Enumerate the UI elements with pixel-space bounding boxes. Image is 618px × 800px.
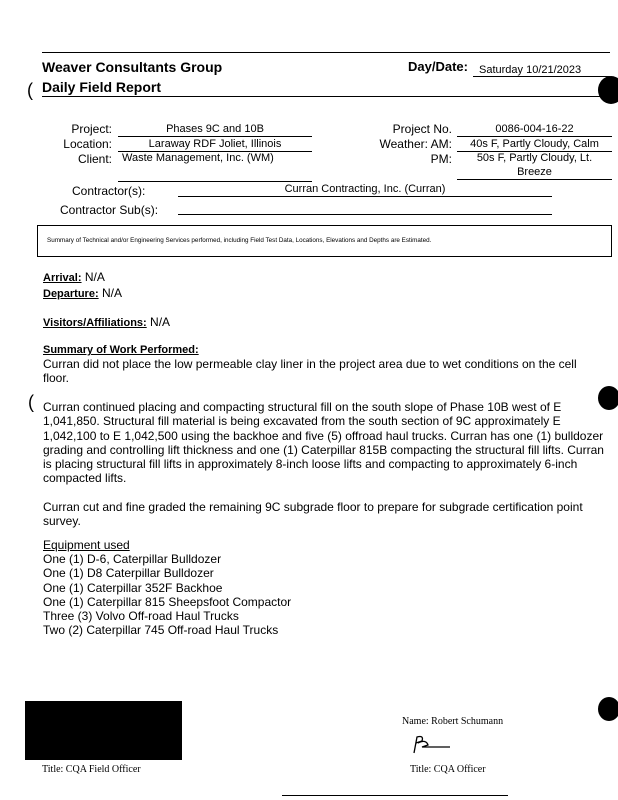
location-value: Laraway RDF Joliet, Illinois	[118, 137, 312, 152]
project-no-label: Project No.	[392, 122, 452, 136]
equipment-item: Two (2) Caterpillar 745 Off-road Haul Trucks	[43, 623, 279, 638]
work-paragraph: Curran did not place the low permeable clay liner in the project area due to wet conditions on the cell floor.	[43, 357, 577, 386]
location-label: Location:	[63, 137, 112, 151]
report-title: Daily Field Report	[42, 79, 162, 95]
footer-rule	[282, 795, 508, 796]
contractors-label: Contractor(s):	[72, 184, 146, 198]
company-name: Weaver Consultants Group	[42, 59, 223, 75]
daydate-value: Saturday 10/21/2023	[473, 64, 610, 77]
departure-label: Departure:	[43, 288, 99, 300]
departure-value: N/A	[98, 286, 122, 300]
hole-punch-icon	[598, 76, 618, 104]
visitors-value: N/A	[146, 315, 171, 329]
work-paragraph: Curran cut and fine graded the remaining 9C subgrade floor to prepare for subgrade certification point survey.	[43, 500, 583, 529]
contractor-subs-label: Contractor Sub(s):	[60, 203, 159, 217]
work-heading: Summary of Work Performed:	[43, 344, 199, 356]
arrival-value: N/A	[81, 270, 105, 284]
weather-am-value: 40s F, Partly Cloudy, Calm	[457, 137, 612, 152]
equipment-item: Three (3) Volvo Off-road Haul Trucks	[43, 609, 239, 624]
client-value: Waste Management, Inc. (WM)	[122, 152, 274, 164]
equipment-item: One (1) Caterpillar 352F Backhoe	[43, 580, 223, 595]
weather-pm-label: PM:	[430, 152, 452, 166]
top-rule	[42, 52, 610, 53]
summary-box	[37, 225, 612, 257]
project-no-value: 0086-004-16-22	[457, 122, 612, 137]
summary-box-text: Summary of Technical and/or Engineering Services performed, including Field Test Data, Locations, Elevations and Depths are Estimated.	[47, 237, 432, 244]
right-title: Title: CQA Officer	[410, 764, 486, 775]
equipment-item: One (1) D8 Caterpillar Bulldozer	[43, 566, 214, 581]
visitors-label: Visitors/Affiliations:	[43, 317, 147, 329]
equipment-item: One (1) D-6, Caterpillar Bulldozer	[43, 552, 222, 566]
left-title: Title: CQA Field Officer	[42, 764, 141, 775]
right-name: Name: Robert Schumann	[402, 716, 504, 727]
arrival-label: Arrival:	[43, 272, 82, 284]
scan-mark: (	[27, 80, 33, 100]
departure	[43, 286, 122, 300]
project-label: Project:	[71, 122, 112, 136]
contractor-subs-value	[178, 200, 552, 215]
hole-punch-icon	[598, 697, 618, 721]
weather-pm-value-1: 50s F, Partly Cloudy, Lt.	[476, 152, 593, 164]
daydate-label: Day/Date:	[408, 59, 468, 74]
weather-am-label: Weather: AM:	[379, 137, 452, 151]
contractors-value: Curran Contracting, Inc. (Curran)	[178, 182, 552, 197]
title-rule	[42, 96, 600, 97]
equipment-list	[43, 552, 291, 638]
project-value: Phases 9C and 10B	[118, 122, 312, 137]
equipment-heading: Equipment used	[43, 538, 130, 552]
client-label: Client:	[77, 152, 112, 166]
redacted-signature-block	[25, 701, 182, 760]
visitors	[43, 315, 170, 329]
scan-mark: (	[28, 392, 34, 412]
signature-icon	[410, 733, 455, 755]
arrival	[43, 270, 105, 284]
weather-pm-value-2: Breeze	[457, 165, 612, 180]
hole-punch-icon	[598, 386, 618, 410]
work-paragraph: Curran continued placing and compacting structural fill on the south slope of Phase 10B west of E 1,041,850. Structural fill material is being excavated from the south section of 9C approximately E 1,042,100 to E 1,042,500 using the backhoe and five (5) offroad haul trucks. Curran has one (1) bulldozer grading and controlling lift thickness and one (1) Caterpillar 815B compacting the structural fill lifts. Curran is placing structural fill lifts in approximately 8-inch loose lifts and compacting to approximately 6-inch compacted lifts.	[43, 400, 604, 486]
equipment-item: One (1) Caterpillar 815 Sheepsfoot Compactor	[43, 594, 292, 609]
